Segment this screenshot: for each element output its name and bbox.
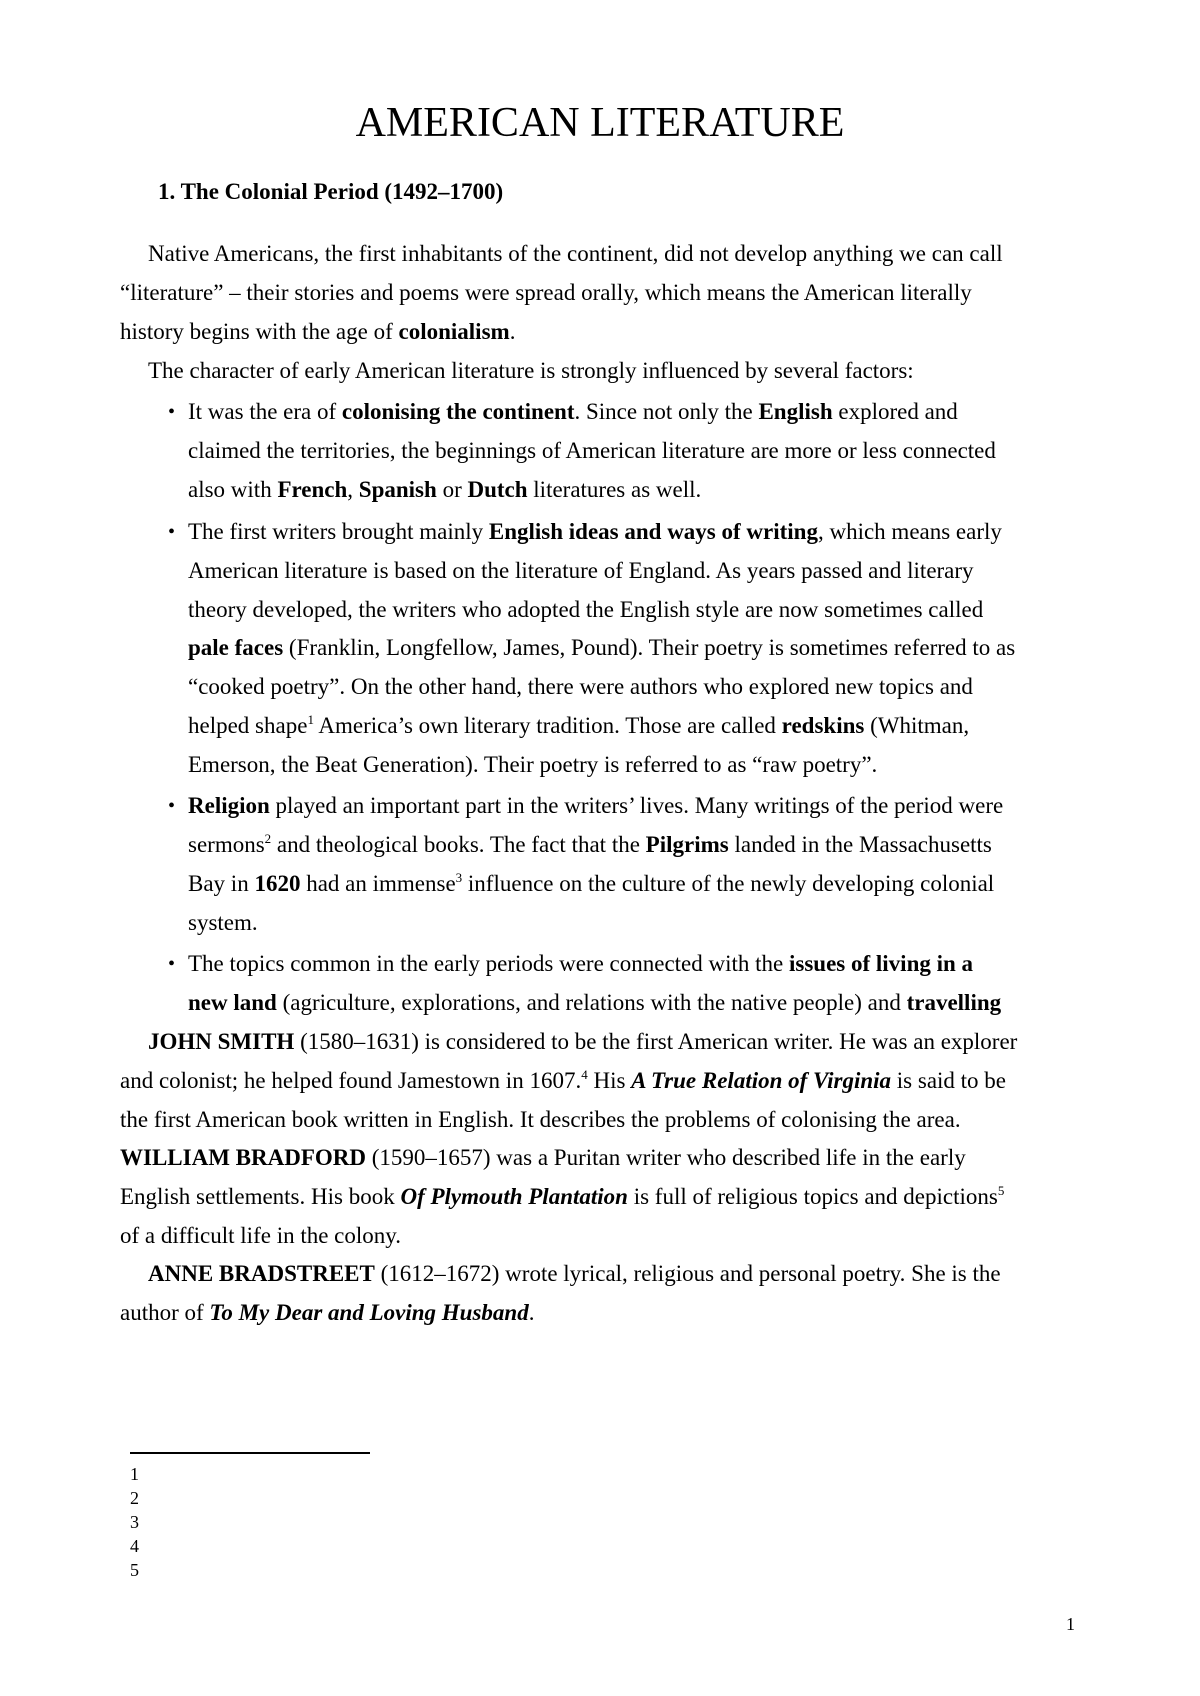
paragraph-line: WILLIAM BRADFORD (1590–1657) was a Puritan writer who described life in the early — [120, 1145, 966, 1170]
bullet-icon: • — [168, 401, 176, 423]
author-name: WILLIAM BRADFORD — [120, 1145, 366, 1170]
footnote-number: 4 — [130, 1536, 139, 1556]
list-item-line: claimed the territories, the beginnings of American literature are more or less connected — [188, 438, 996, 463]
book-title: Of Plymouth Plantation — [400, 1184, 628, 1209]
list-item-line: sermons$^2$ and theological books. The fact that the Pilgrims landed in the Massachusetts — [188, 831, 992, 857]
paragraph-line: “literature” – their stories and poems were spread orally, which means the American literally — [120, 280, 972, 305]
footnote-ref: 1 — [307, 712, 314, 727]
paragraph-line: the first American book written in English. It describes the problems of colonising the area. — [120, 1107, 961, 1132]
footnote-number: 1 — [130, 1464, 139, 1484]
footnote-number: 3 — [130, 1512, 139, 1532]
list-item-line: The topics common in the early periods were connected with the issues of living in a — [188, 951, 974, 976]
footnote-separator — [130, 1452, 370, 1454]
paragraph-line: and colonist; he helped found Jamestown in 1607.$^4$ His A True Relation of Virginia is said to be — [120, 1067, 1007, 1093]
page-title: AMERICAN LITERATURE — [355, 100, 845, 146]
paragraph-line: The character of early American literature is strongly influenced by several factors: — [148, 358, 914, 383]
page-number: 1 — [1066, 1614, 1075, 1634]
list-item-line: The first writers brought mainly English ideas and ways of writing, which means early — [188, 519, 1002, 544]
paragraph-line: ANNE BRADSTREET (1612–1672) wrote lyrical, religious and personal poetry. She is the — [148, 1261, 1001, 1286]
paragraph-line: author of To My Dear and Loving Husband. — [120, 1300, 535, 1325]
list-item-line: new land (agriculture, explorations, and relations with the native people) and travelling — [188, 990, 1002, 1015]
list-item-line: American literature is based on the literature of England. As years passed and literary — [188, 558, 974, 583]
footnote-number: 5 — [130, 1560, 139, 1580]
bullet-icon: • — [168, 521, 176, 543]
bullet-icon: • — [168, 795, 176, 817]
bold-term: colonialism — [398, 319, 510, 344]
list-item-line: also with French, Spanish or Dutch literatures as well. — [188, 477, 702, 502]
section-heading: 1. The Colonial Period (1492–1700) — [158, 179, 504, 204]
footnote-ref: 3 — [455, 870, 463, 885]
paragraph-line: JOHN SMITH (1580–1631) is considered to be the first American writer. He was an explorer — [148, 1029, 1018, 1054]
footnote-ref: 2 — [264, 831, 272, 846]
list-item-line: helped shape$^1$ America’s own literary tradition. Those are called redskins (Whitman, — [188, 712, 970, 738]
bullet-icon: • — [168, 953, 176, 975]
author-name: JOHN SMITH — [148, 1029, 295, 1054]
list-item-line: Religion played an important part in the writers’ lives. Many writings of the period were — [188, 793, 1004, 818]
list-item-line: Bay in 1620 had an immense$^3$ influence on the culture of the newly developing colonial — [188, 870, 995, 896]
list-item-line: “cooked poetry”. On the other hand, there were authors who explored new topics and — [188, 674, 973, 699]
list-item-line: pale faces (Franklin, Longfellow, James, Pound). Their poetry is sometimes referred to as — [188, 635, 1016, 660]
author-name: ANNE BRADSTREET — [148, 1261, 375, 1286]
list-item-line: system. — [188, 910, 258, 935]
book-title: To My Dear and Loving Husband — [209, 1300, 529, 1325]
footnote-number: 2 — [130, 1488, 139, 1508]
paragraph-line: Native Americans, the first inhabitants of the continent, did not develop anything we can call — [148, 241, 1003, 266]
paragraph-line: English settlements. His book Of Plymouth Plantation is full of religious topics and depictions$^5$ — [120, 1183, 1005, 1209]
footnote-ref: 5 — [997, 1183, 1005, 1198]
book-title: A True Relation of Virginia — [631, 1068, 892, 1093]
list-item-line: theory developed, the writers who adopted the English style are now sometimes called — [188, 597, 984, 622]
paragraph-line: of a difficult life in the colony. — [120, 1223, 402, 1248]
list-item-line: Emerson, the Beat Generation). Their poetry is referred to as “raw poetry”. — [188, 752, 878, 777]
footnote-ref: 4 — [581, 1067, 588, 1082]
list-item-line: It was the era of colonising the continent. Since not only the English explored and — [188, 399, 958, 424]
paragraph-line: history begins with the age of colonialism. — [120, 319, 516, 344]
